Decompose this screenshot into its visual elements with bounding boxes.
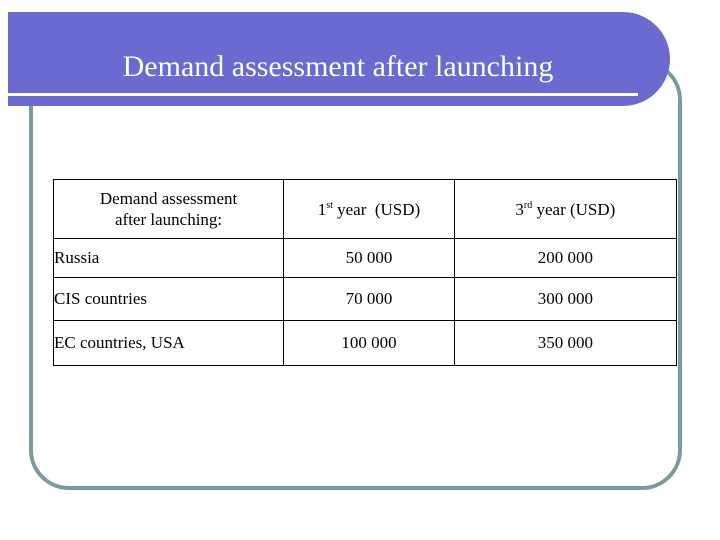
row-region: CIS countries	[54, 278, 284, 321]
header-region-line2: after launching:	[115, 210, 223, 229]
header-year3-suffix: rd	[523, 199, 533, 211]
header-year1-ordinal: 1	[317, 199, 327, 219]
slide-title: Demand assessment after launching	[122, 50, 554, 83]
table-row	[54, 239, 677, 278]
row-year1-value: 50 000	[284, 239, 455, 278]
row-year3-value: 200 000	[454, 239, 676, 278]
header-year3-ordinal: 3	[515, 199, 524, 219]
row-region: Russia	[54, 239, 284, 278]
table-row	[54, 321, 677, 366]
demand-table	[53, 179, 677, 366]
header-region	[54, 180, 284, 239]
title-banner	[8, 12, 670, 106]
table-row	[54, 278, 677, 321]
header-year3	[454, 180, 676, 239]
banner-underline	[8, 93, 638, 96]
header-year3-text: year (USD)	[532, 199, 616, 219]
row-year1-value: 70 000	[284, 278, 455, 321]
row-region: EC countries, USA	[54, 321, 284, 366]
table-header-row	[54, 180, 677, 239]
row-year3-value: 350 000	[454, 321, 676, 366]
header-year1	[284, 180, 455, 239]
header-year1-suffix: st	[326, 199, 333, 211]
header-year1-text: year (USD)	[332, 199, 421, 219]
row-year1-value: 100 000	[284, 321, 455, 366]
row-year3-value: 300 000	[454, 278, 676, 321]
header-region-line1: Demand assessment	[99, 189, 238, 208]
